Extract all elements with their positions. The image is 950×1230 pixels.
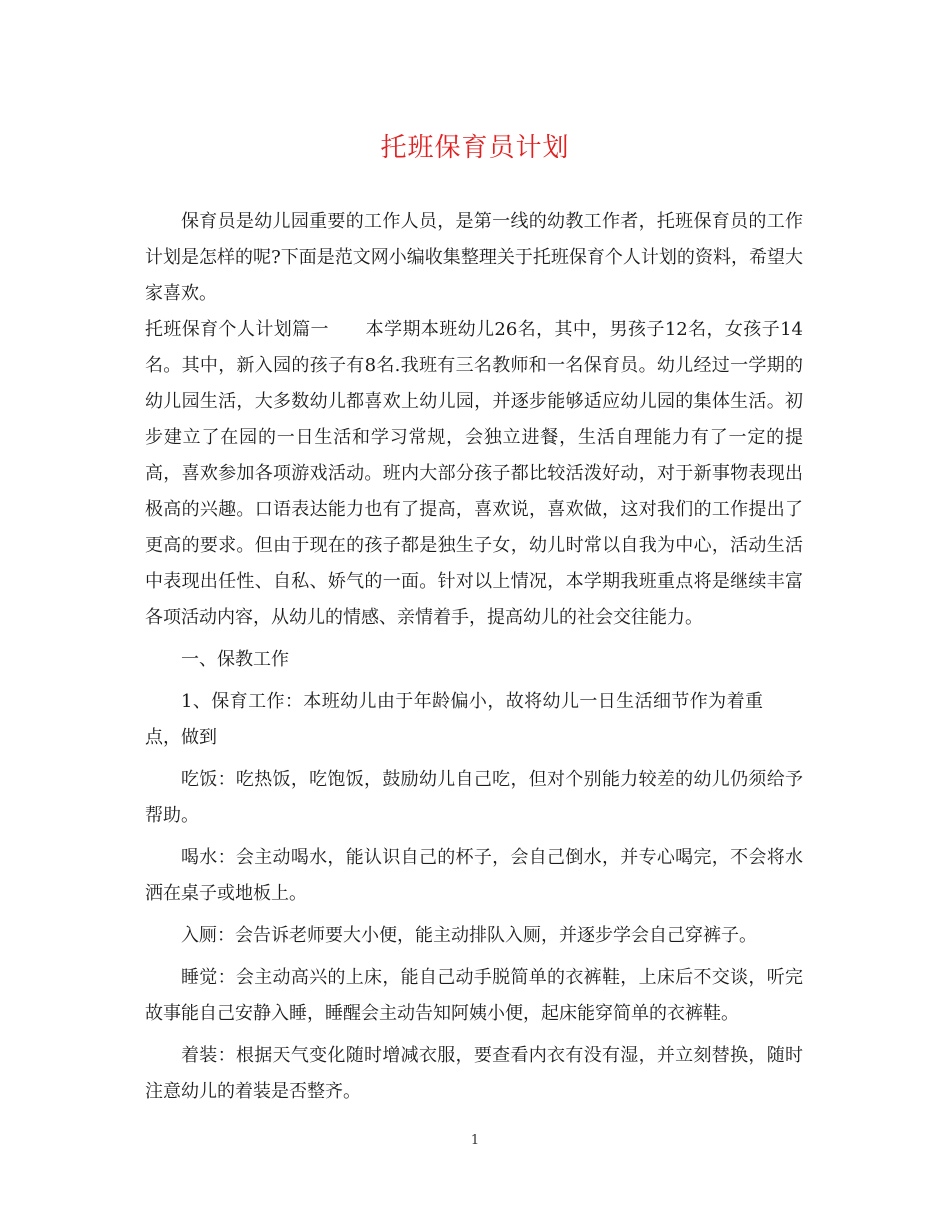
document-body	[145, 204, 803, 1110]
section-heading: 一、保教工作	[181, 649, 289, 670]
eating-paragraph: 吃饭：吃热饭，吃饱饭，鼓励幼儿自己吃，但对个别能力较差的幼儿仍须给予帮助。	[145, 769, 803, 826]
page-number: 1	[470, 1133, 480, 1148]
drinking-paragraph: 喝水：会主动喝水，能认识自己的杯子，会自己倒水，并专心喝完，不会将水洒在桌子或地板上。	[145, 847, 803, 904]
toilet-paragraph: 入厕：会告诉老师要大小便，能主动排队入厕，并逐步学会自己穿裤子。	[181, 925, 757, 946]
intro-paragraph: 保育员是幼儿园重要的工作人员，是第一线的幼教工作者，托班保育员的工作计划是怎样的呢?下面是范文网小编收集整理关于托班保育个人计划的资料，希望大家喜欢。	[145, 211, 803, 304]
document-title: 托班保育员计划	[380, 133, 570, 163]
sleeping-paragraph: 睡觉：会主动高兴的上床，能自己动手脱简单的衣裤鞋，上床后不交谈，听完故事能自己安静入睡，睡醒会主动告知阿姨小便，起床能穿简单的衣裤鞋。	[145, 967, 803, 1024]
care-work-paragraph: 1、保育工作：本班幼儿由于年龄偏小，故将幼儿一日生活细节作为着重点，做到	[145, 691, 763, 748]
dressing-paragraph: 着装：根据天气变化随时增减衣服，要查看内衣有没有湿，并立刻替换，随时注意幼儿的着装是否整齐。	[145, 1045, 803, 1102]
plan-paragraph: 托班保育个人计划篇一 本学期本班幼儿26名，其中，男孩子12名，女孩子14名。其中，新入园的孩子有8名.我班有三名教师和一名保育员。幼儿经过一学期的幼儿园生活，大多数幼儿都喜欢上幼儿园，并逐步能够适应幼儿园的集体生活。初步建立了在园的一日生活和学习常规，会独立进餐，生活自理能力有了一定的提高，喜欢参加各项游戏活动。班内大部分孩子都比较活泼好动，对于新事物表现出极高的兴趣。口语表达能力也有了提高，喜欢说，喜欢做，这对我们的工作提出了更高的要求。但由于现在的孩子都是独生子女，幼儿时常以自我为中心，活动生活中表现出任性、自私、娇气的一面。针对以上情况，本学期我班重点将是继续丰富各项活动内容，从幼儿的情感、亲情着手，提高幼儿的社会交往能力。	[145, 319, 803, 628]
